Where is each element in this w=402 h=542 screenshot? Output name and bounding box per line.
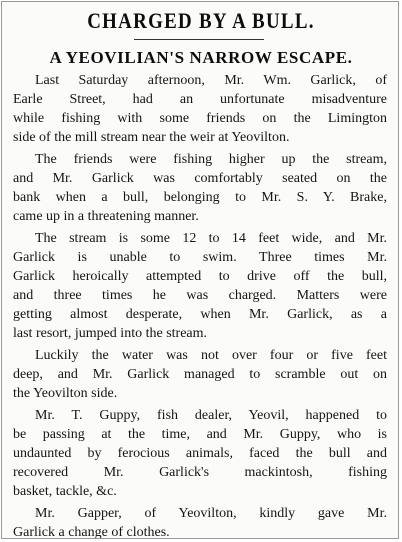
- paragraph-5-line-5: basket, tackle, &c.: [13, 484, 117, 499]
- paragraph-5-line-2: be passing at the time, and Mr. Guppy, who is: [13, 427, 387, 442]
- headline-rule: [134, 39, 264, 40]
- paragraph-6-line-1: Mr. Gapper, of Yeovilton, kindly gave Mr.: [35, 506, 387, 521]
- paragraph-1-line-2: Earle Street, had an unfortunate misadventure: [13, 92, 387, 107]
- paragraph-2-line-4: came up in a threatening manner.: [13, 209, 199, 224]
- paragraph-1-line-3: while fishing with some friends on the Limington: [13, 111, 387, 126]
- paragraph-3-line-1: The stream is some 12 to 14 feet wide, and Mr.: [35, 231, 387, 246]
- paragraph-1-line-1: Last Saturday afternoon, Mr. Wm. Garlick, of: [35, 73, 387, 88]
- paragraph-5-line-3: undaunted by ferocious animals, faced the bull and: [13, 446, 387, 461]
- paragraph-4-line-1: Luckily the water was not over four or five feet: [35, 348, 387, 363]
- paragraph-3-line-3: Garlick heroically attempted to drive off the bull,: [13, 269, 387, 284]
- paragraph-1-line-4: side of the mill stream near the weir at Yeovilton.: [13, 130, 290, 145]
- paragraph-3-line-6: last resort, jumped into the stream.: [13, 326, 208, 341]
- paragraph-5-line-4: recovered Mr. Garlick's mackintosh, fishing: [13, 465, 387, 480]
- paragraph-4-line-3: the Yeovilton side.: [13, 386, 118, 401]
- paragraph-2-line-2: and Mr. Garlick was comfortably seated on the: [13, 171, 387, 186]
- paragraph-3-line-2: Garlick is unable to swim. Three times Mr.: [13, 250, 387, 265]
- subheadline: A YEOVILIAN'S NARROW ESCAPE.: [49, 48, 353, 67]
- paragraph-3-line-4: and three times he was charged. Matters were: [13, 288, 387, 303]
- paragraph-4-line-2: deep, and Mr. Garlick managed to scramble out on: [13, 367, 387, 382]
- paragraph-6-line-2: Garlick a change of clothes.: [13, 525, 170, 539]
- newspaper-clipping: [1, 1, 399, 539]
- paragraph-2-line-3: bank when a bull, belonging to Mr. S. Y. Brake,: [13, 190, 387, 205]
- paragraph-3-line-5: getting almost desperate, when Mr. Garlick, as a: [13, 307, 387, 322]
- headline: CHARGED BY A BULL.: [87, 8, 315, 33]
- paragraph-2-line-1: The friends were fishing higher up the stream,: [35, 152, 387, 167]
- paragraph-5-line-1: Mr. T. Guppy, fish dealer, Yeovil, happened to: [35, 408, 387, 423]
